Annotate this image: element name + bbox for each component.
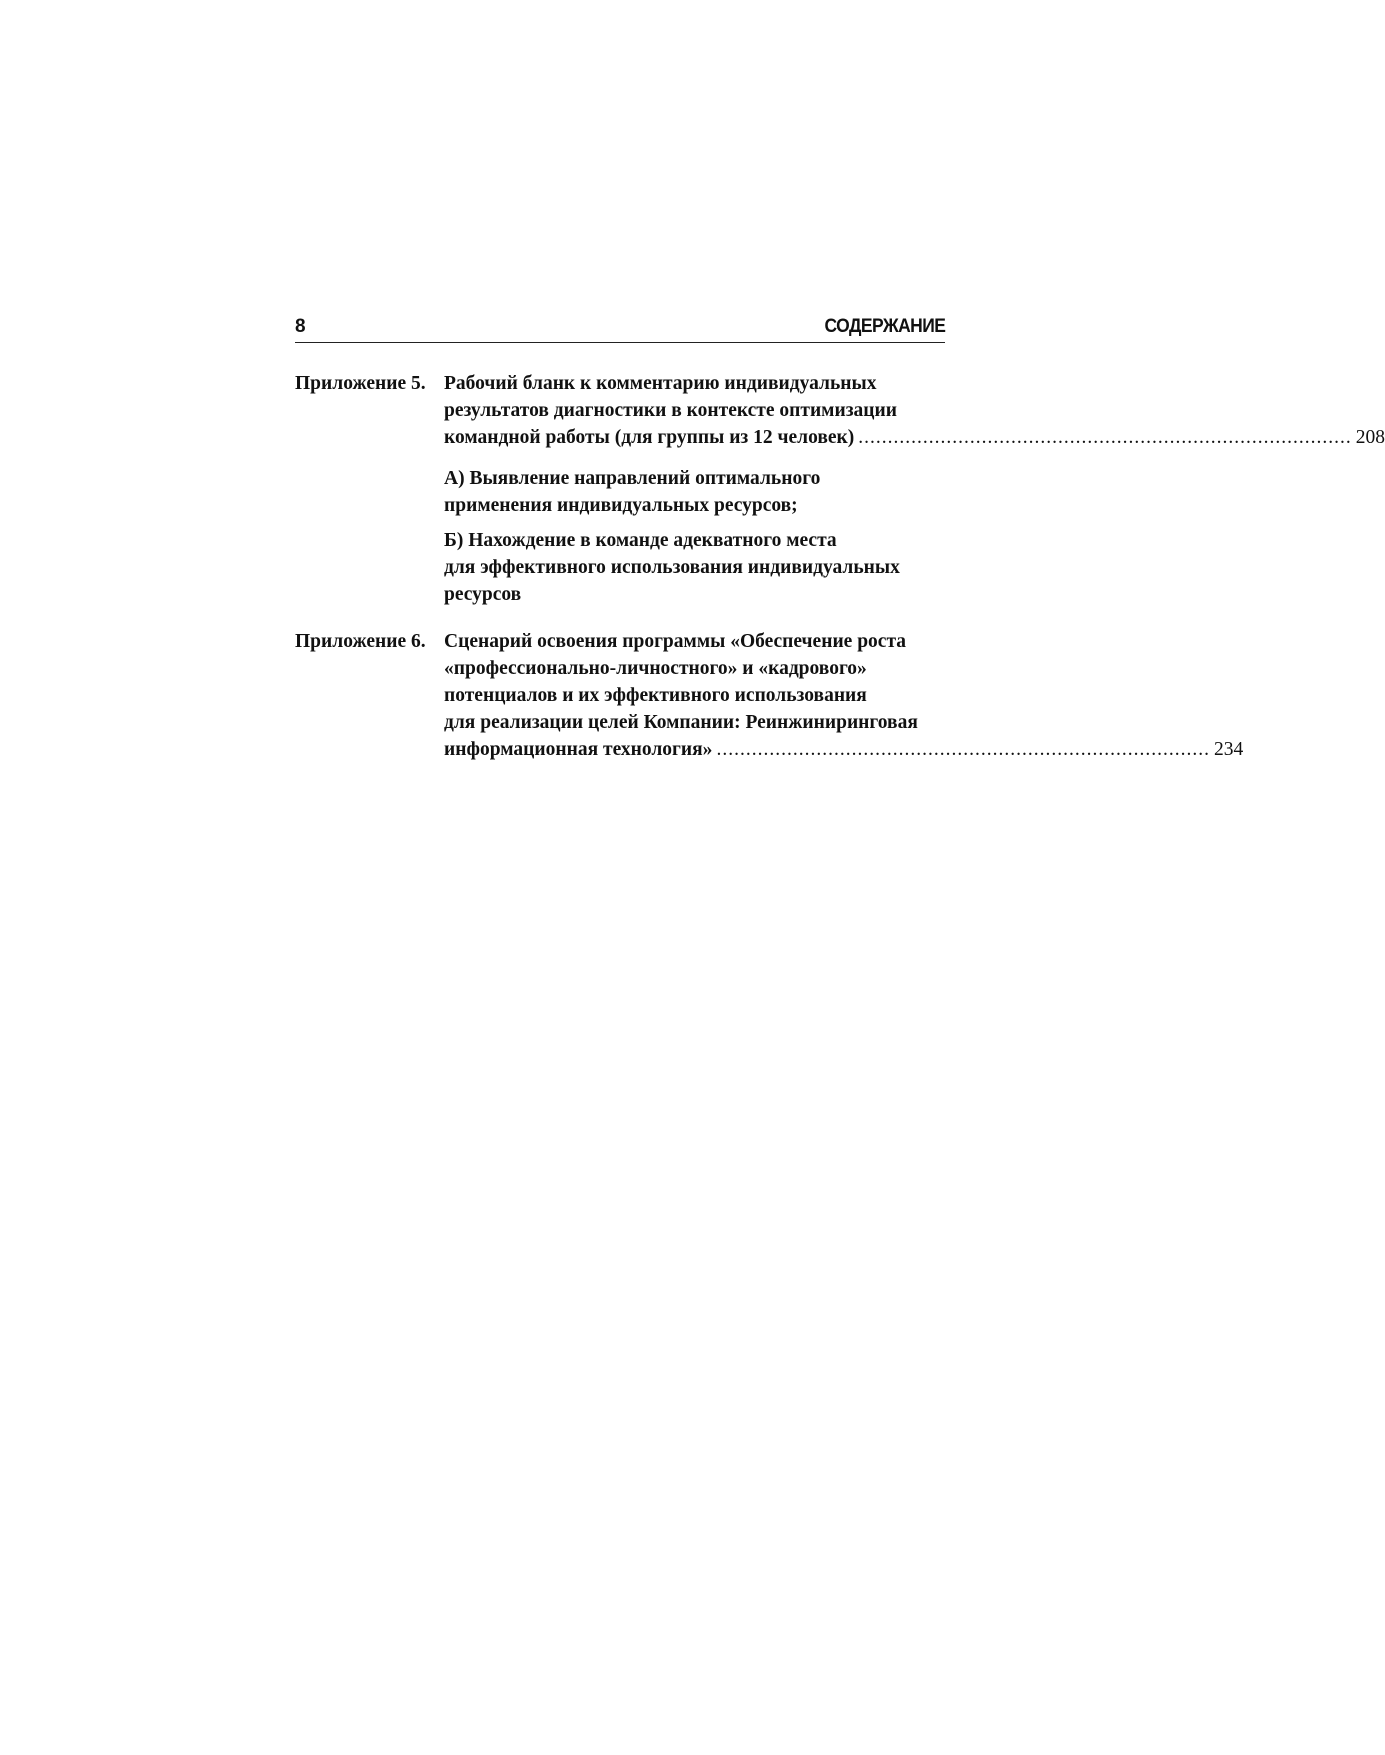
- entry-label: Приложение 5.: [295, 373, 426, 394]
- dot-leader: ....................................................................................: [858, 427, 1352, 448]
- subitem-line: Б) Нахождение в команде адекватного места: [444, 530, 837, 551]
- entry-title-line: для реализации целей Компании: Реинжиниринговая: [444, 712, 918, 733]
- subitem-line: применения индивидуальных ресурсов;: [444, 495, 798, 516]
- subitem-a: [444, 465, 945, 519]
- page-number: 8: [295, 316, 306, 337]
- entry-title-line: командной работы (для группы из 12 человек): [444, 427, 855, 448]
- entry-leader-line: [444, 424, 1385, 451]
- subitem-line: для эффективного использования индивидуальных: [444, 557, 900, 578]
- toc-entry-appendix-5: [295, 370, 1385, 608]
- entry-title-line: Рабочий бланк к комментарию индивидуальных: [444, 373, 877, 394]
- entry-title-line: информационная технология»: [444, 739, 713, 760]
- subitem-line: ресурсов: [444, 584, 522, 605]
- toc-entry-appendix-6: [295, 628, 1244, 763]
- entry-title-line: «профессионально-личностного» и «кадрового»: [444, 658, 867, 679]
- entry-title-line: потенциалов и их эффективного использования: [444, 685, 867, 706]
- entry-title: [444, 370, 1385, 451]
- entry-title: [444, 628, 1244, 763]
- page-reference: 234: [1213, 739, 1244, 760]
- entry-label: Приложение 6.: [295, 631, 426, 652]
- section-title: СОДЕРЖАНИЕ: [824, 316, 945, 337]
- table-of-contents: [295, 370, 1385, 783]
- subitem-line: А) Выявление направлений оптимального: [444, 468, 821, 489]
- entry-title-line: результатов диагностики в контексте оптимизации: [444, 400, 897, 421]
- page-reference: 208: [1355, 427, 1385, 448]
- dot-leader: ....................................................................................: [716, 739, 1210, 760]
- running-head: [295, 316, 945, 343]
- entry-subitems: [444, 465, 945, 608]
- entry-leader-line: [444, 736, 1244, 763]
- entry-title-line: Сценарий освоения программы «Обеспечение роста: [444, 631, 907, 652]
- subitem-b: [444, 527, 945, 608]
